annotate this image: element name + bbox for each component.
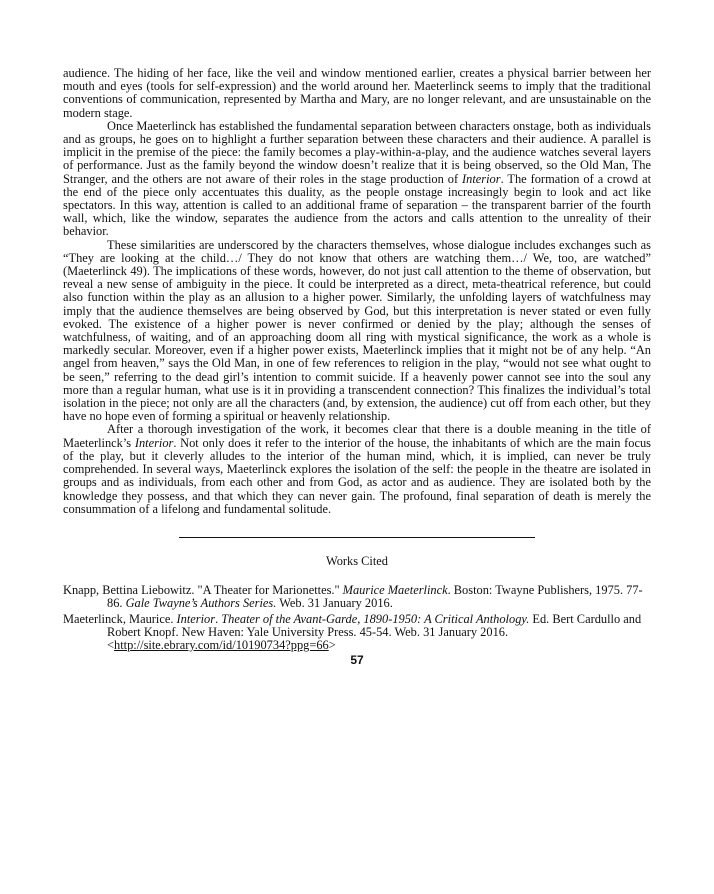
works-cited-heading: Works Cited bbox=[326, 553, 388, 568]
citation-knapp-series: Gale Twayne’s Authors Series. bbox=[125, 596, 277, 611]
paragraph-4-text-b: . Not only does it refer to the interior of the house, the inhabitants of which are the main focus of the play, but it cleverly alludes to the interior of the human mind, which, it is implied, can never be truly comprehended. In several ways, Maeterlinck explores the isolation of the self: the people in the theatre are isolated in groups and as individuals, from each other and from God, as actor and as audience. They are isolated both by the knowledge they possess, and that which they can never gain. The profound, final separation of death is merely the consummation of a lifelong and fundamental solitude. bbox=[63, 435, 651, 516]
citation-maeterlinck-sep: . bbox=[215, 611, 222, 626]
citation-maeterlinck-author: Maeterlinck, Maurice. bbox=[63, 611, 177, 626]
citation-maeterlinck-work: Interior bbox=[176, 611, 216, 626]
paragraph-4 bbox=[63, 423, 651, 515]
section-divider bbox=[179, 537, 535, 538]
citation-maeterlinck-link[interactable]: http://site.ebrary.com/id/10190734?ppg=66 bbox=[114, 637, 329, 652]
citation-maeterlinck-details: Ed. Bert Cardullo and Robert Knopf. New Haven: Yale University Press. 45-54. Web. 31 January 2016. < bbox=[107, 611, 642, 652]
paragraph-2-title-italic: Interior bbox=[462, 171, 501, 186]
paragraph-4-title-italic: Interior bbox=[134, 435, 174, 450]
citation-maeterlinck-anthology: Theater of the Avant-Garde, 1890-1950: A Critical Anthology. bbox=[221, 611, 530, 626]
citation-knapp-author: Knapp, Bettina Liebowitz. "A Theater for Marionettes." bbox=[63, 583, 343, 598]
citation-knapp-publisher: . Boston: Twayne Publishers, 1975. 77-86. bbox=[107, 583, 643, 611]
essay-body bbox=[63, 67, 651, 516]
page-number: 57 bbox=[350, 653, 364, 668]
citation-knapp-access: Web. 31 January 2016. bbox=[276, 596, 393, 611]
paragraph-2-text-a: Once Maeterlinck has established the fundamental separation between characters onstage, both as individuals and as groups, he goes on to highlight a further separation between these characters and their audience. A parallel is implicit in the premise of the piece: the family becomes a play-within-a-play, and the audience watches several layers of performance. Just as the family beyond the window doesn’t realize that it is being observed, so the Old Man, The Stranger, and the others are not aware of their roles in the stage production of bbox=[63, 118, 651, 186]
paragraph-2-text-b: . The formation of a crowd at the end of the piece only accentuates this duality, as the people onstage increasingly begin to look and act like spectators. In this way, attention is called to an additional frame of separation – the transparent barrier of the fourth wall, which, like the window, separates the audience from the actors and calls attention to the unreality of their behavior. bbox=[63, 171, 652, 239]
paragraph-3: These similarities are underscored by the characters themselves, whose dialogue includes exchanges such as “They are looking at the child…/ They do not know that others are watching them…/ We, too, are watched” (Maeterlinck 49). The implications of these words, however, do not just call attention to the theme of observation, but reveal a new sense of ambiguity in the piece. It could be interpreted as a direct, meta-theatrical reference, but could also function within the play as an allusion to a higher power. Similarly, the unfolding layers of watchfulness may imply that the audience themselves are being observed by God, but this interpretation is never stated or even fully evoked. The existence of a higher power is never confirmed or denied by the play; although the senses of watchfulness, of waiting, and of an approaching doom all ring with mystical significance, the work as a whole is markedly secular. Moreover, even if a higher power exists, Maeterlinck implies that it might not be of any help. “An angel from heaven,” says the Old Man, in one of few references to religion in the play, “would not see what ought to be seen,” referring to the dead girl’s intention to commit suicide. If a heavenly power cannot see into the soul any more than a regular human, what use is it in providing a transcendent connection? This finalizes the individual’s total isolation in the piece; not only are all the characters (and, by extension, the audience) cut off from each other, but they have no hope even of forming a spiritual or heavenly relationship. bbox=[63, 237, 651, 424]
citation-knapp-book: Maurice Maeterlinck bbox=[342, 583, 448, 598]
paragraph-1: audience. The hiding of her face, like the veil and window mentioned earlier, creates a physical barrier between her mouth and eyes (tools for self-expression) and the world around her. Maeterlinck seems to imply that the traditional conventions of communication, represented by Martha and Mary, are no longer relevant, and are unsustainable on the modern stage. bbox=[63, 66, 651, 120]
citation-maeterlinck bbox=[63, 613, 651, 653]
paragraph-4-text-a: After a thorough investigation of the work, it becomes clear that there is a double meaning in the title of Maeterlinck’s bbox=[63, 422, 651, 450]
citation-knapp bbox=[63, 584, 651, 610]
document-page bbox=[63, 67, 651, 667]
citation-maeterlinck-close: > bbox=[328, 637, 336, 652]
paragraph-2 bbox=[63, 120, 651, 239]
